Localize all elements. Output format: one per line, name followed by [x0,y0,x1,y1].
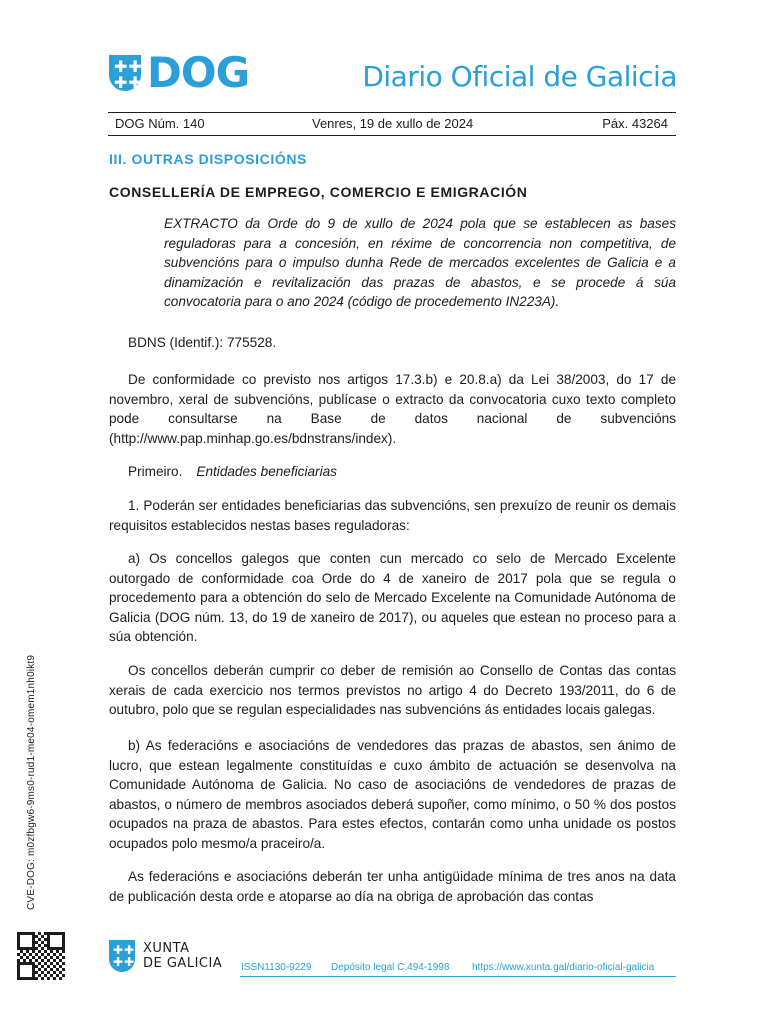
cve-code: CVE-DOG: m0zfbgw6-9ms0-rud1-me04-omem1nh0ikt9 [26,654,37,910]
footer-url-link[interactable]: https://www.xunta.gal/diario-oficial-galicia [472,962,655,973]
ministry-heading: CONSELLERÍA DE EMPREGO, COMERCIO E EMIGRACIÓN [109,184,528,200]
extract-summary: EXTRACTO da Orde do 9 de xullo de 2024 pola que se establecen as bases reguladoras para a concesión, en réxime de concorrencia non competitiva, de subvencións para o impulso dunha Rede de mercados excelentes de Galicia e a dinamización e revitalización das prazas de abastos, e se procede á súa convocatoria para o ano 2024 (código de procedemento IN223A). [164,216,676,309]
xunta-line-1: XUNTA [143,941,190,956]
paragraph-a-2: Os concellos deberán cumprir co deber de remisión ao Consello de Contas das contas xerais de cada exercicio nos termos previstos no artigo 4 do Decreto 193/2011, do 6 de outubro, polo que se regulan especialidades nas subvencións ás entidades locais galegas. [109,663,676,717]
xunta-line-2: DE GALICIA [143,956,223,971]
issue-number: DOG Núm. 140 [115,116,205,131]
footer-deposito: Depósito legal C.494-1998 [331,962,450,973]
paragraph-b-2: As federacións e asociacións deberán ter unha antigüidade mínima de tres anos na data de publicación desta orde e atoparse ao día na obriga de aprobación das contas [109,869,676,904]
issue-info-bar [108,112,676,136]
paragraph-1: 1. Poderán ser entidades beneficiarias das subvencións, sen prexuízo de reunir os demais requisitos establecidos nestas bases reguladoras: [109,498,676,533]
footer-issn: ISSN1130-9229 [241,962,312,973]
page-number: Páx. 43264 [602,116,668,131]
intro-paragraph: De conformidade co previsto nos artigos 17.3.b) e 20.8.a) da Lei 38/2003, do 17 de novembro, xeral de subvencións, publícase o extracto da convocatoria cuxo texto completo pode consultarse na Base de datos nacional de subvencións (http://www.pap.minhap.go.es/bdnstrans/index). [109,372,676,446]
paragraph-b: b) As federacións e asociacións de vendedores das prazas de abastos, sen ánimo de lucro, que estean legalmente constituídas e cuxo ámbito de actuación se desenvolva na Comunidade Autónoma de Galicia. No caso de asociacións de vendedores de prazas de abastos, o número de membros asociados deberá supoñer, como mínimo, o 50 % dos postos ocupados na praza de abastos. Para estes efectos, contarán como unha unidade os postos ocupados polo mesmo/a praceiro/a. [109,738,676,851]
article-label: Primeiro. [128,464,183,479]
article-title: Entidades beneficiarias [196,464,337,479]
article-heading [109,462,676,482]
section-heading: III. OUTRAS DISPOSICIÓNS [109,151,307,167]
logo-text: DOG [147,48,250,97]
xunta-logo [109,940,222,972]
bdns-paragraph: BDNS (Identif.): 775528. [128,335,277,350]
footer-divider [240,976,676,977]
galicia-shield-icon: ✚✚ ✚✚ [109,940,135,972]
galicia-shield-icon: ✚✚ ✚✚ [109,55,141,91]
issue-date: Venres, 19 de xullo de 2024 [312,116,474,131]
masthead-title: Diario Oficial de Galicia [362,60,677,93]
qr-code-icon [17,932,65,980]
dog-logo [109,48,250,97]
paragraph-a: a) Os concellos galegos que conten cun mercado co selo de Mercado Excelente outorgado de conformidade coa Orde do 4 de xaneiro de 2017 pola que se regula o procedemento para a obtención do selo de Mercado Excelente na Comunidade Autónoma de Galicia (DOG núm. 13, do 19 de xaneiro de 2017), ou aqueles que estean no proceso para a súa obtención. [109,551,676,644]
